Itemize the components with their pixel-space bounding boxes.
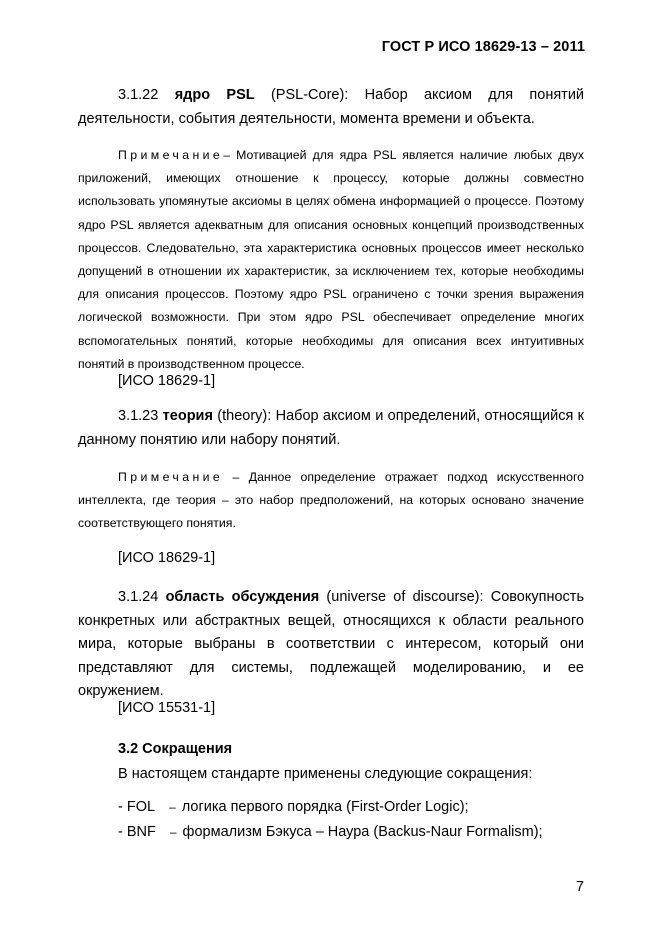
- section-intro: В настоящем стандарте применены следующие сокращения:: [118, 766, 533, 782]
- note-label: Примечание: [118, 470, 224, 484]
- definition-universe-of-discourse: [78, 586, 584, 704]
- definition-number: 3.1.23: [118, 408, 159, 424]
- reference-iso-18629-1: [ИСО 18629-1]: [118, 373, 216, 389]
- definition-text: (universe of discourse): Совокупность конкретных или абстрактных вещей, относящихся к области реального мира, которые выбраны в соответствии с интересом, который они представляют для системы, подлежащей моделированию, и ее окружением.: [78, 589, 584, 699]
- definition-number: 3.1.24: [118, 589, 159, 605]
- definition-theory: [78, 405, 584, 452]
- definition-text: (PSL-Core): Набор аксиом для понятий деятельности, события деятельности, момента времени и объекта.: [78, 87, 585, 127]
- page-number: 7: [575, 879, 584, 895]
- note-psl-core: [78, 144, 584, 376]
- note-text: – Мотивацией для ядра PSL является наличие любых двух приложений, имеющих отношение к процессу, которые должны совместно использовать упомянутые аксиомы в целях обмена информацией о процессе. Поэтому ядро PSL является адекватным для описания основных концепций производственных процессов. Следовательно, эта характеристика основных процессов имеет несколько допущений в отношении их характеристик, за исключением тех, которые необходимы для описания процессов. Поэтому ядро PSL ограничено с точки зрения выражения логической возможности. При этом ядро PSL обеспечивает определение многих вспомогательных понятий, которые необходимы для описания всех интуитивных понятий в производственном процессе.: [78, 148, 584, 371]
- abbreviation-code: - FOL: [118, 799, 156, 815]
- abbreviation-dash: –: [169, 800, 176, 814]
- definition-number: 3.1.22: [118, 87, 159, 103]
- abbreviation-meaning: логика первого порядка (First-Order Logic);: [181, 799, 469, 815]
- definition-text: (theory): Набор аксиом и определений, относящийся к данному понятию или набору понятий.: [78, 408, 584, 448]
- reference-iso-15531-1: [ИСО 15531-1]: [118, 700, 216, 716]
- definition-term: область обсуждения: [165, 589, 320, 605]
- section-heading: 3.2 Сокращения: [118, 741, 233, 757]
- abbreviation-item: [118, 824, 543, 840]
- definition-psl-core: [78, 84, 584, 131]
- note-text: – Данное определение отражает подход искусственного интеллекта, где теория – это набор предположений, на которых основано значение соответствующего понятия.: [78, 470, 584, 531]
- abbreviation-item: [118, 799, 469, 815]
- definition-term: ядро PSL: [174, 87, 255, 103]
- standard-header: ГОСТ Р ИСО 18629-13 – 2011: [381, 39, 585, 55]
- note-label: Примечание: [118, 148, 224, 162]
- definition-term: теория: [162, 408, 213, 424]
- note-theory: [78, 466, 584, 536]
- abbreviation-dash: –: [169, 825, 177, 839]
- abbreviation-meaning: формализм Бэкуса – Наура (Backus-Naur Formalism);: [182, 824, 543, 840]
- abbreviation-code: - BNF: [118, 824, 156, 840]
- reference-iso-18629-1: [ИСО 18629-1]: [118, 550, 216, 566]
